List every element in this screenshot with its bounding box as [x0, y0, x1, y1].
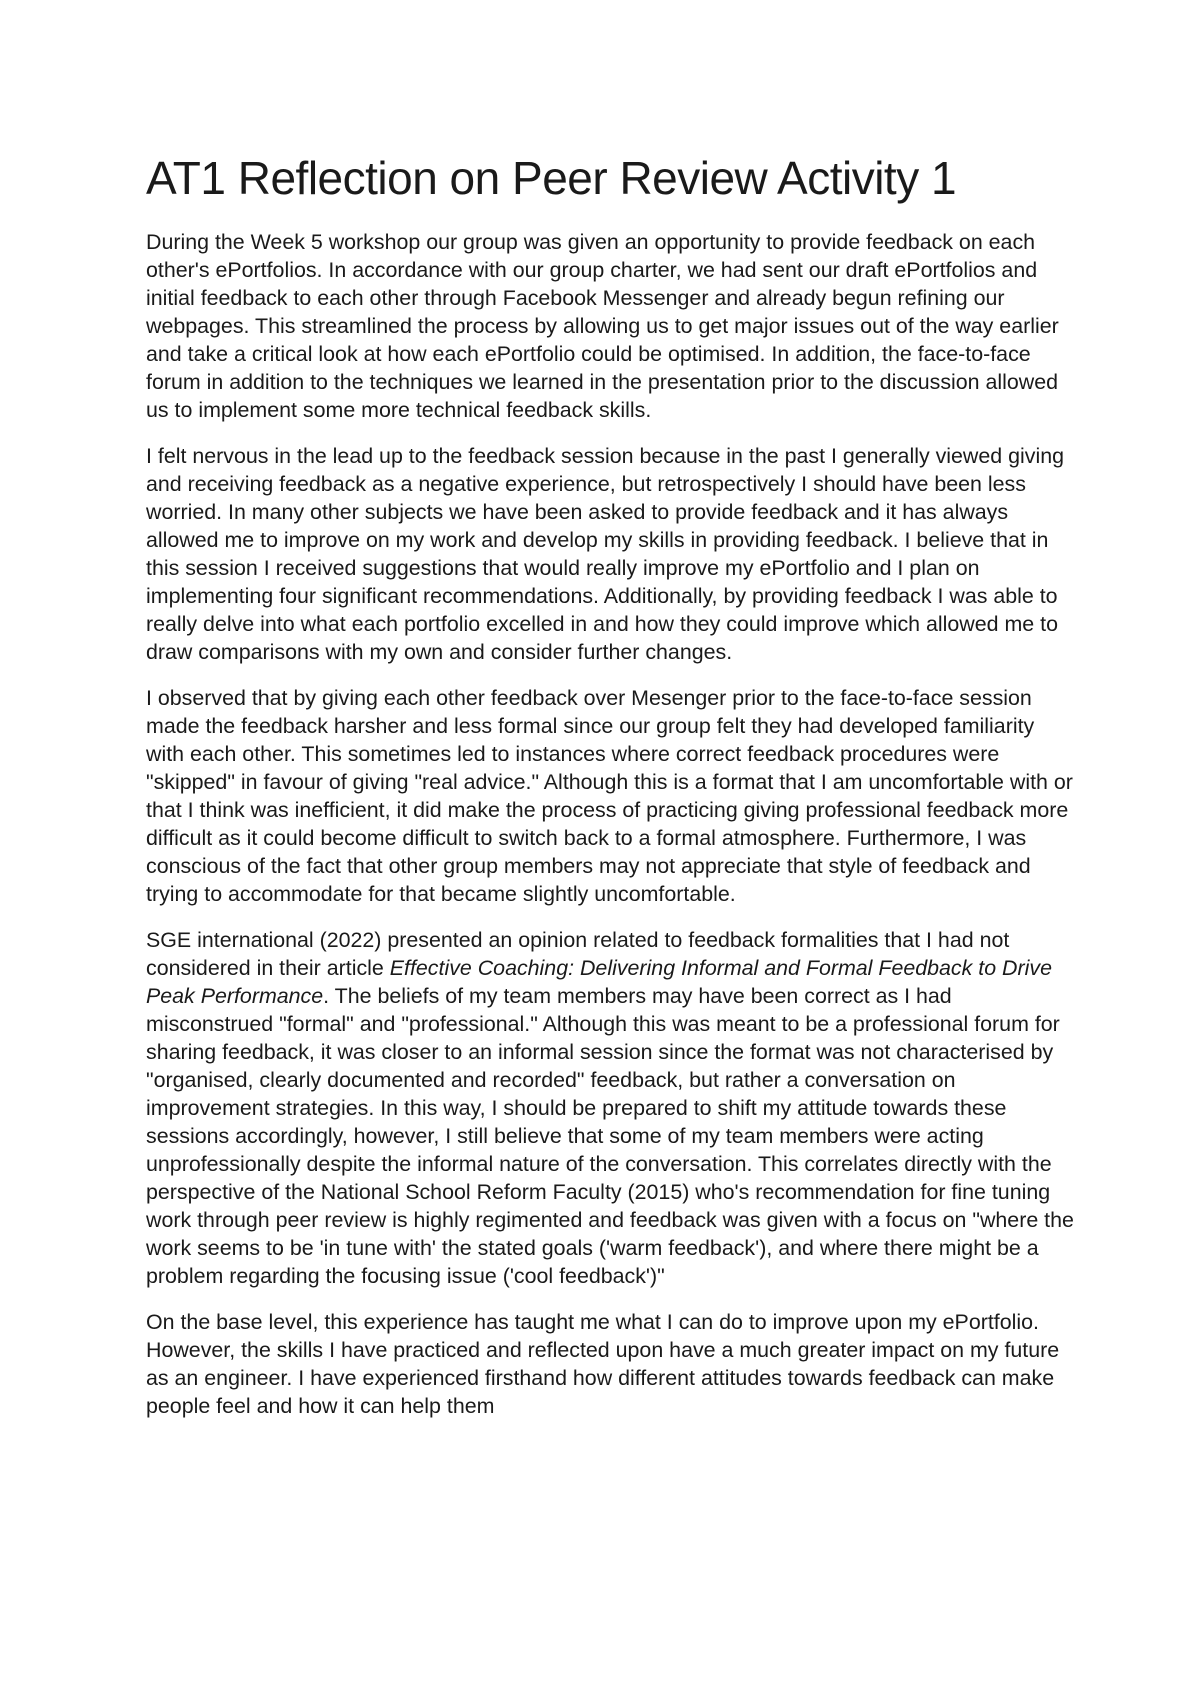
paragraph-3: I observed that by giving each other feedback over Mesenger prior to the face-to-face session made the feedback harsher and less formal since our group felt they had developed familiarity with each other. This sometimes led to instances where correct feedback procedures were "skipped" in favour of giving "real advice." Although this is a format that I am uncomfortable with or that I think was inefficient, it did make the process of practicing giving professional feedback more difficult as it could become difficult to switch back to a formal atmosphere. Furthermore, I was conscious of the fact that other group members may not appreciate that style of feedback and trying to accommodate for that became slightly uncomfortable. — [146, 686, 1073, 906]
paragraph-4-body: . The beliefs of my team members may have been correct as I had misconstrued "formal" and "professional." Although this was meant to be a professional forum for sharing feedback, it was closer to an informal session since the format was not characterised by "organised, clearly documented and recorded" feedback, but rather a conversation on improvement strategies. In this way, I should be prepared to shift my attitude towards these sessions accordingly, however, I still believe that some of my team members were acting unprofessionally despite the informal nature of the conversation. This correlates directly with the perspective of the National School Reform Faculty (2015) who's recommendation for fine tuning work through peer review is highly regimented and feedback was given with a focus on "where the work seems to be 'in tune with' the stated goals ('warm feedback'), and where there might be a problem regarding the focusing issue ('cool feedback')" — [146, 984, 1074, 1288]
paragraph-5: On the base level, this experience has taught me what I can do to improve upon my ePortfolio. However, the skills I have practiced and reflected upon have a much greater impact on my future as an engineer. I have experienced firsthand how different attitudes towards feedback can make people feel and how it can help them — [146, 1310, 1060, 1418]
document-page — [146, 150, 1076, 1438]
paragraph-4 — [146, 926, 1076, 1290]
paragraph-2: I felt nervous in the lead up to the feedback session because in the past I generally viewed giving and receiving feedback as a negative experience, but retrospectively I should have been less worried. In many other subjects we have been asked to provide feedback and it has always allowed me to improve on my work and develop my skills in providing feedback. I believe that in this session I received suggestions that would really improve my ePortfolio and I plan on implementing four significant recommendations. Additionally, by providing feedback I was able to really delve into what each portfolio excelled in and how they could improve which allowed me to draw comparisons with my own and consider further changes. — [146, 444, 1065, 664]
paragraph-1: During the Week 5 workshop our group was given an opportunity to provide feedback on each other's ePortfolios. In accordance with our group charter, we had sent our draft ePortfolios and initial feedback to each other through Facebook Messenger and already begun refining our webpages. This streamlined the process by allowing us to get major issues out of the way earlier and take a critical look at how each ePortfolio could be optimised. In addition, the face-to-face forum in addition to the techniques we learned in the presentation prior to the discussion allowed us to implement some more technical feedback skills. — [146, 230, 1059, 422]
paragraph-4-intro: SGE international (2022) presented an opinion related to feedback formalities that I had not considered in their article — [146, 928, 1010, 980]
article-title: Effective Coaching: Delivering Informal and Formal Feedback to Drive Peak Performance — [146, 956, 1052, 1008]
document-title: AT1 Reflection on Peer Review Activity 1 — [146, 152, 957, 204]
